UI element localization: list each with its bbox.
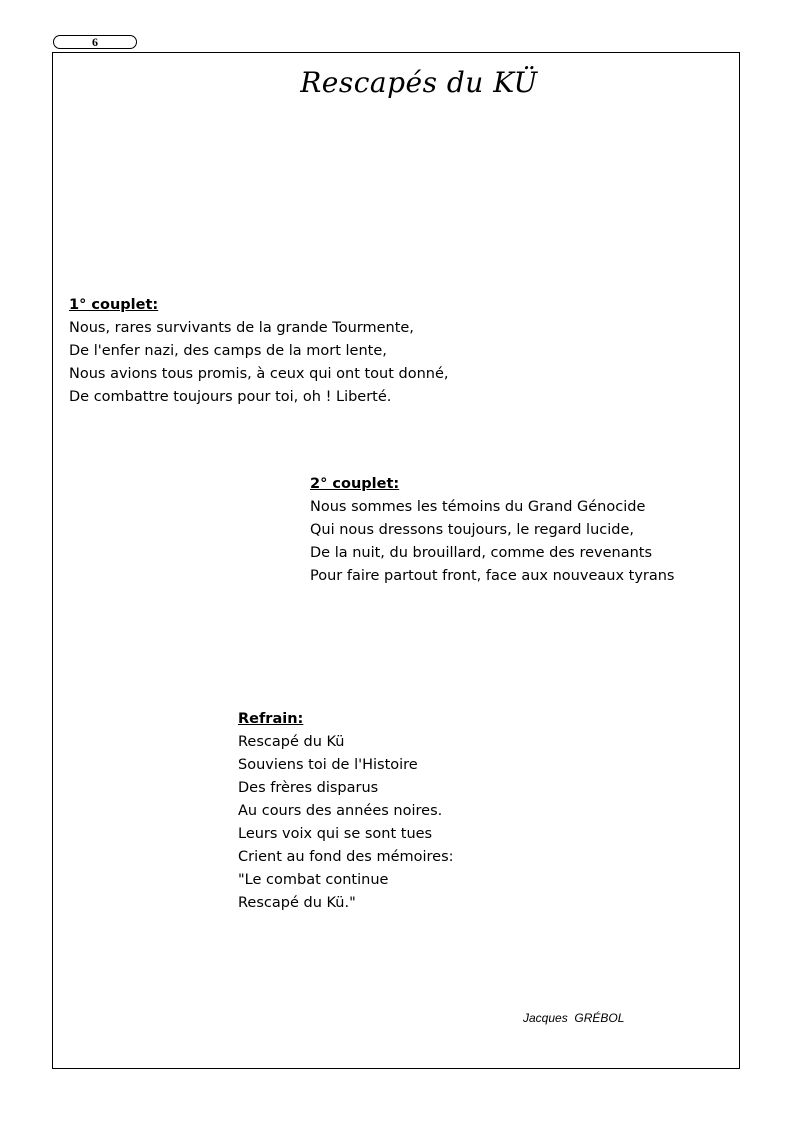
verse-line: Crient au fond des mémoires: <box>238 849 454 865</box>
verse-line: Rescapé du Kü." <box>238 895 356 911</box>
verse-line: Rescapé du Kü <box>238 734 345 750</box>
page-number: 6 <box>92 35 98 49</box>
verse-line: "Le combat continue <box>238 872 389 888</box>
couplet-1 <box>69 294 449 409</box>
verse-line: Nous avions tous promis, à ceux qui ont tout donné, <box>69 366 449 382</box>
couplet-2 <box>310 473 675 588</box>
couplet-2-heading: 2° couplet: <box>310 476 400 492</box>
verse-line: De combattre toujours pour toi, oh ! Liberté. <box>69 389 392 405</box>
poem-title: Rescapés du KÜ <box>300 66 538 99</box>
page-number-badge <box>53 35 137 49</box>
verse-line: De l'enfer nazi, des camps de la mort lente, <box>69 343 387 359</box>
verse-line: Nous sommes les témoins du Grand Génocide <box>310 499 646 515</box>
verse-line: Des frères disparus <box>238 780 379 796</box>
couplet-1-heading: 1° couplet: <box>69 297 159 313</box>
refrain <box>238 708 454 915</box>
verse-line: De la nuit, du brouillard, comme des revenants <box>310 545 653 561</box>
verse-line: Qui nous dressons toujours, le regard lucide, <box>310 522 635 538</box>
verse-line: Pour faire partout front, face aux nouveaux tyrans <box>310 568 675 584</box>
verse-line: Au cours des années noires. <box>238 803 443 819</box>
refrain-heading: Refrain: <box>238 711 304 727</box>
verse-line: Leurs voix qui se sont tues <box>238 826 433 842</box>
author-signature: Jacques GRÉBOL <box>523 1011 625 1025</box>
verse-line: Souviens toi de l'Histoire <box>238 757 418 773</box>
verse-line: Nous, rares survivants de la grande Tourmente, <box>69 320 414 336</box>
